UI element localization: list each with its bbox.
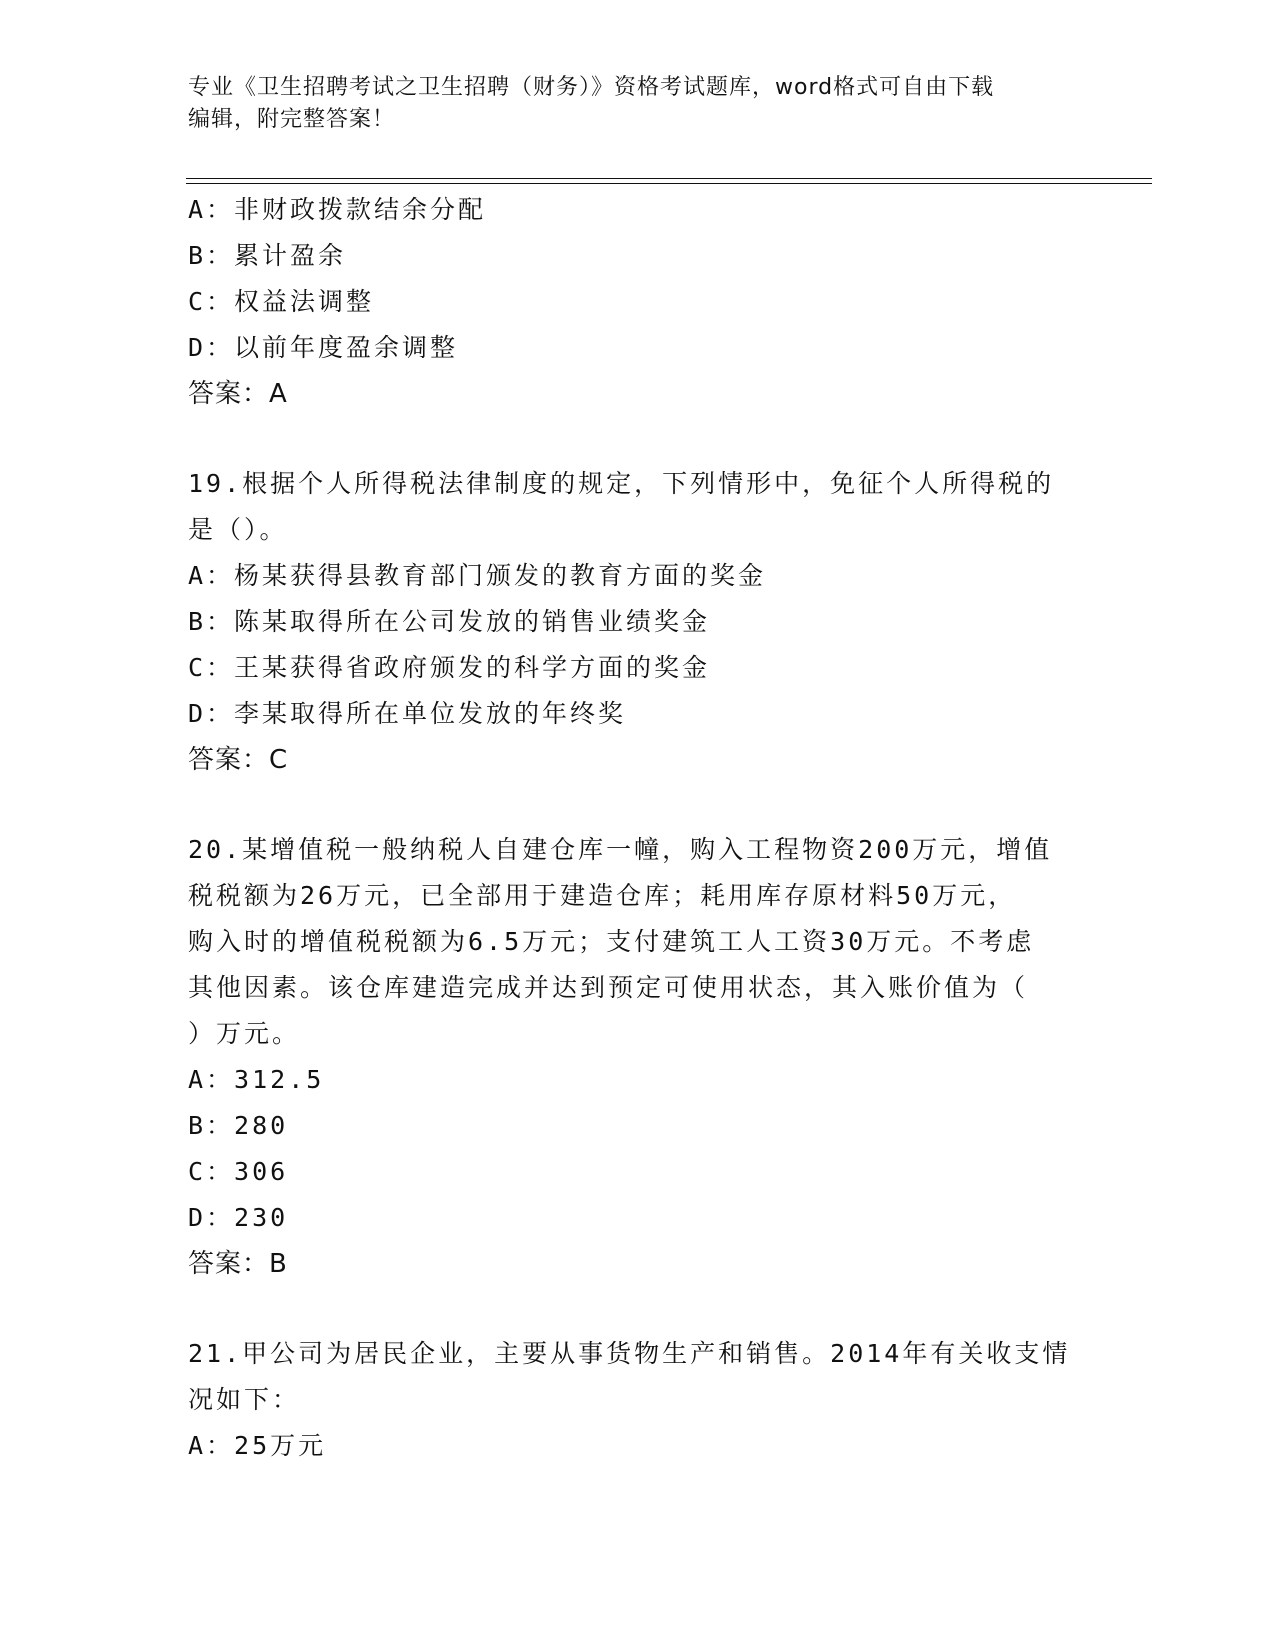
answer-line: 答案：C [188,745,289,775]
option-c: C：王某获得省政府颁发的科学方面的奖金 [188,653,711,682]
question-text-line: 购入时的增值税税额为6.5万元；支付建筑工人工资30万元。不考虑 [188,927,1035,956]
spacer [188,1287,1088,1331]
option-d: D：以前年度盈余调整 [188,333,459,362]
question-text-line: 20.某增值税一般纳税人自建仓库一幢，购入工程物资200万元，增值 [188,835,1053,864]
question-18-block [188,187,1088,417]
option-d: D：230 [188,1203,289,1232]
answer-line: 答案：B [188,1249,288,1279]
question-20-block [188,827,1088,1287]
spacer [188,417,1088,461]
option-a: A：25万元 [188,1431,327,1460]
option-a: A：非财政拨款结余分配 [188,195,487,224]
question-text-line: 其他因素。该仓库建造完成并达到预定可使用状态，其入账价值为（ [188,973,1029,1002]
question-text-line: 况如下： [188,1385,301,1414]
option-b: B：280 [188,1111,289,1140]
header-line-2: 编辑，附完整答案！ [188,107,396,132]
header-divider-bottom [186,183,1152,184]
spacer [188,783,1088,827]
option-b: B：累计盈余 [188,241,347,270]
option-a: A：312.5 [188,1065,325,1094]
option-c: C：权益法调整 [188,287,375,316]
question-text-line: 是（）。 [188,515,288,544]
option-d: D：李某取得所在单位发放的年终奖 [188,699,627,728]
answer-line: 答案：A [188,379,288,409]
question-21-block [188,1331,1088,1469]
question-content [188,187,1088,1469]
question-text-line: 21.甲公司为居民企业，主要从事货物生产和销售。2014年有关收支情 [188,1339,1071,1368]
document-header [188,72,1068,136]
option-b: B：陈某取得所在公司发放的销售业绩奖金 [188,607,711,636]
question-text-line: 税税额为26万元，已全部用于建造仓库；耗用库存原材料50万元， [188,881,1017,910]
option-c: C：306 [188,1157,289,1186]
option-a: A：杨某获得县教育部门颁发的教育方面的奖金 [188,561,767,590]
question-text-line: ）万元。 [188,1019,301,1048]
question-19-block [188,461,1088,783]
header-divider-top [186,178,1152,179]
header-line-1: 专业《卫生招聘考试之卫生招聘（财务）》资格考试题库，word格式可自由下载 [188,75,995,100]
question-text-line: 19.根据个人所得税法律制度的规定，下列情形中，免征个人所得税的 [188,469,1055,498]
